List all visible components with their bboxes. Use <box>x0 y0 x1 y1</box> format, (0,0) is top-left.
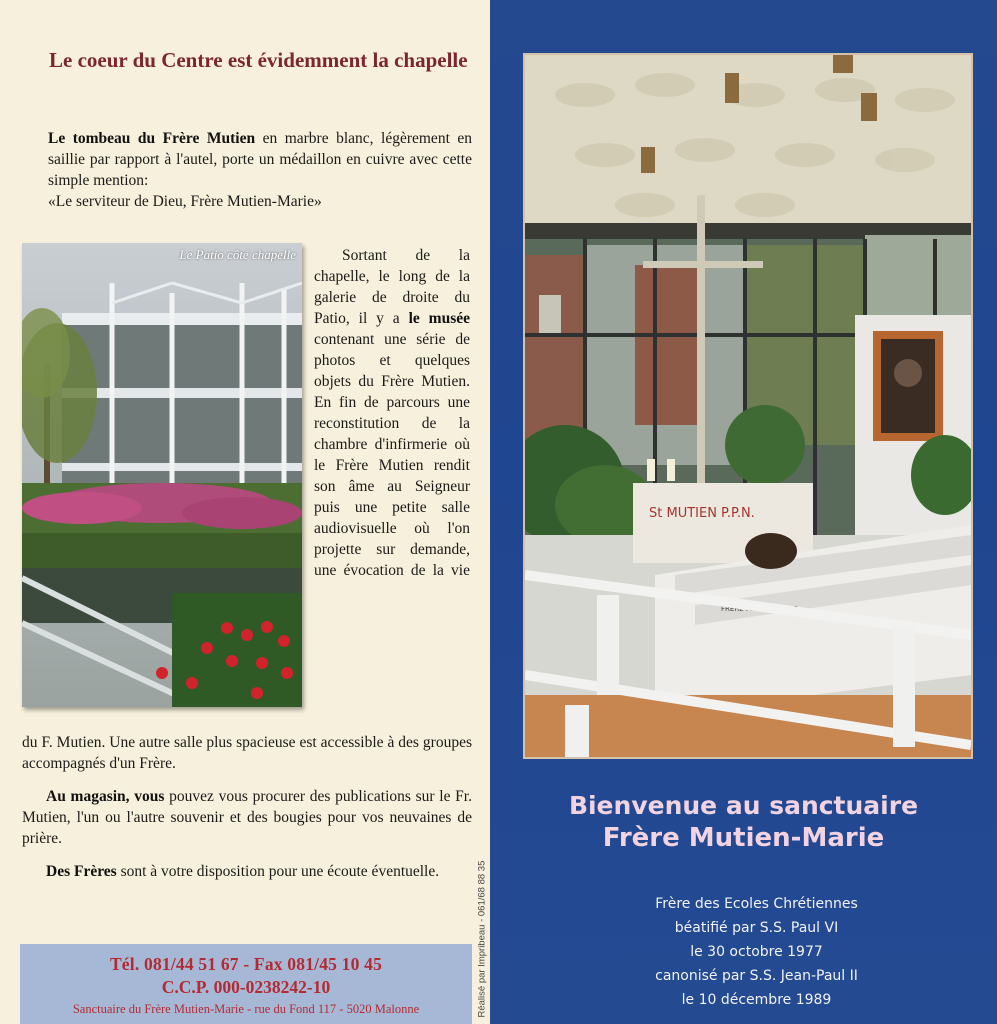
museum-paragraph <box>314 245 470 581</box>
altar-inscription: St MUTIEN P.P.N. <box>649 506 755 521</box>
museum-text-1: Sortant de la chapelle, le long de la galerie de droite du Patio, il y a <box>314 247 470 327</box>
contact-phone: Tél. 081/44 51 67 - Fax 081/45 10 45 <box>109 954 383 974</box>
museum-text-2: contenant une série de photos et quelques objets du Frère Mutien. En fin de parcours une reconstitution de la chambre d'infirmerie où le Frère Mutien rendit son âme au Seigneur puis une petite salle audiovisuelle où l'on projette sur demande, une évocation de la vie <box>314 331 470 579</box>
museum-tail: du F. Mutien. Une autre salle plus spacieuse est accessible à des groupes accompagnés d'un Frère. <box>22 734 472 772</box>
intro-text: en marbre blanc, légèrement en saillie par rapport à l'autel, porte un médaillon en cuivre avec cette simple mention: <box>48 130 472 189</box>
right-panel <box>490 0 997 1024</box>
welcome-title <box>490 789 997 855</box>
bottom-text <box>22 732 472 885</box>
saint-details <box>490 892 997 1012</box>
detail-line-1: Frère des Ecoles Chrétiennes <box>655 896 858 912</box>
shop-text: pouvez vous procurer des publications sur le Fr. Mutien, l'un ou l'autre souvenir et des bougies pour vos neuvaines de prière. <box>22 788 472 847</box>
printer-credit-text: Réalisé par Impribeau - 061/68 88 35 <box>476 860 488 1018</box>
chapel-photo-illustration <box>525 55 971 757</box>
museum-bold: le musée <box>408 310 471 327</box>
photo-caption: Le Patio côté chapelle <box>179 247 296 262</box>
brothers-text: sont à votre disposition pour une écoute éventuelle. <box>116 863 440 880</box>
section-heading: Le coeur du Centre est évidemment la chapelle <box>49 48 468 72</box>
printer-credit <box>474 820 490 1020</box>
intro-bold: Le tombeau du Frère Mutien <box>48 130 256 147</box>
title-line-2: Frère Mutien-Marie <box>602 823 885 853</box>
detail-line-4: canonisé par S.S. Jean-Paul II <box>655 968 858 984</box>
tomb-inscription: FRÈRE MUTIEN-MARIE <box>721 605 798 613</box>
chapel-photo <box>523 53 973 759</box>
contact-ccp: C.C.P. 000-0238242-10 <box>161 977 331 997</box>
detail-line-2: béatifié par S.S. Paul VI <box>674 920 839 936</box>
brothers-bold: Des Frères <box>46 863 117 880</box>
detail-line-5: le 10 décembre 1989 <box>681 992 832 1008</box>
intro-quote: «Le serviteur de Dieu, Frère Mutien-Marie» <box>48 193 322 210</box>
contact-box <box>20 944 472 1024</box>
intro-paragraph <box>48 128 472 212</box>
title-line-1: Bienvenue au sanctuaire <box>568 791 919 820</box>
left-panel <box>0 0 490 1024</box>
contact-address: Sanctuaire du Frère Mutien-Marie - rue du Fond 117 - 5020 Malonne <box>72 1002 420 1016</box>
detail-line-3: le 30 octobre 1977 <box>690 944 823 960</box>
patio-photo <box>22 243 302 707</box>
patio-photo-illustration <box>22 243 302 707</box>
shop-bold: Au magasin, vous <box>46 788 165 805</box>
